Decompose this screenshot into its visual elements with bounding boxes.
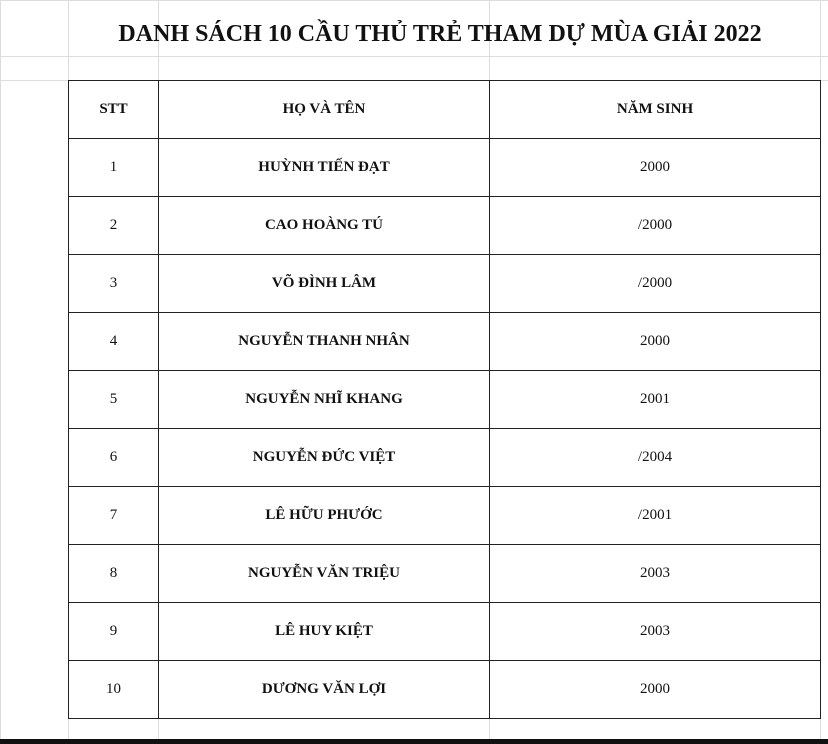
cell-name[interactable]: DƯƠNG VĂN LỢI [159, 661, 490, 719]
table-row [69, 661, 821, 719]
header-year[interactable]: NĂM SINH [490, 81, 821, 139]
bottom-edge [0, 739, 828, 744]
cell-stt[interactable]: 4 [69, 313, 159, 371]
cell-name[interactable]: NGUYỄN NHĨ KHANG [159, 371, 490, 429]
cell-year[interactable]: /2004 [490, 429, 821, 487]
cell-year[interactable]: 2003 [490, 545, 821, 603]
cell-year[interactable]: /2000 [490, 197, 821, 255]
cell-stt[interactable]: 1 [69, 139, 159, 197]
page-title: DANH SÁCH 10 CẦU THỦ TRẺ THAM DỰ MÙA GIẢI 2022 [118, 21, 762, 47]
cell-year[interactable]: /2001 [490, 487, 821, 545]
cell-stt[interactable]: 6 [69, 429, 159, 487]
cell-name[interactable]: VÕ ĐÌNH LÂM [159, 255, 490, 313]
cell-stt[interactable]: 10 [69, 661, 159, 719]
table-row [69, 371, 821, 429]
player-table [68, 80, 821, 719]
cell-name[interactable]: NGUYỄN THANH NHÂN [159, 313, 490, 371]
cell-stt[interactable]: 5 [69, 371, 159, 429]
table-row [69, 487, 821, 545]
cell-stt[interactable]: 7 [69, 487, 159, 545]
table-row [69, 197, 821, 255]
gridline [0, 56, 828, 57]
cell-name[interactable]: NGUYỄN ĐỨC VIỆT [159, 429, 490, 487]
cell-name[interactable]: CAO HOÀNG TÚ [159, 197, 490, 255]
cell-year[interactable]: 2000 [490, 139, 821, 197]
table-header-row [69, 81, 821, 139]
cell-name[interactable]: LÊ HỮU PHƯỚC [159, 487, 490, 545]
table-row [69, 429, 821, 487]
header-stt[interactable]: STT [69, 81, 159, 139]
cell-year[interactable]: 2000 [490, 313, 821, 371]
cell-year[interactable]: /2000 [490, 255, 821, 313]
table-row [69, 255, 821, 313]
table-row [69, 313, 821, 371]
table-row [69, 545, 821, 603]
cell-stt[interactable]: 8 [69, 545, 159, 603]
cell-stt[interactable]: 2 [69, 197, 159, 255]
cell-year[interactable]: 2000 [490, 661, 821, 719]
cell-name[interactable]: NGUYỄN VĂN TRIỆU [159, 545, 490, 603]
header-name[interactable]: HỌ VÀ TÊN [159, 81, 490, 139]
cell-stt[interactable]: 3 [69, 255, 159, 313]
cell-name[interactable]: LÊ HUY KIỆT [159, 603, 490, 661]
cell-name[interactable]: HUỲNH TIẾN ĐẠT [159, 139, 490, 197]
cell-year[interactable]: 2003 [490, 603, 821, 661]
cell-stt[interactable]: 9 [69, 603, 159, 661]
table-row [69, 603, 821, 661]
table-row [69, 139, 821, 197]
cell-year[interactable]: 2001 [490, 371, 821, 429]
